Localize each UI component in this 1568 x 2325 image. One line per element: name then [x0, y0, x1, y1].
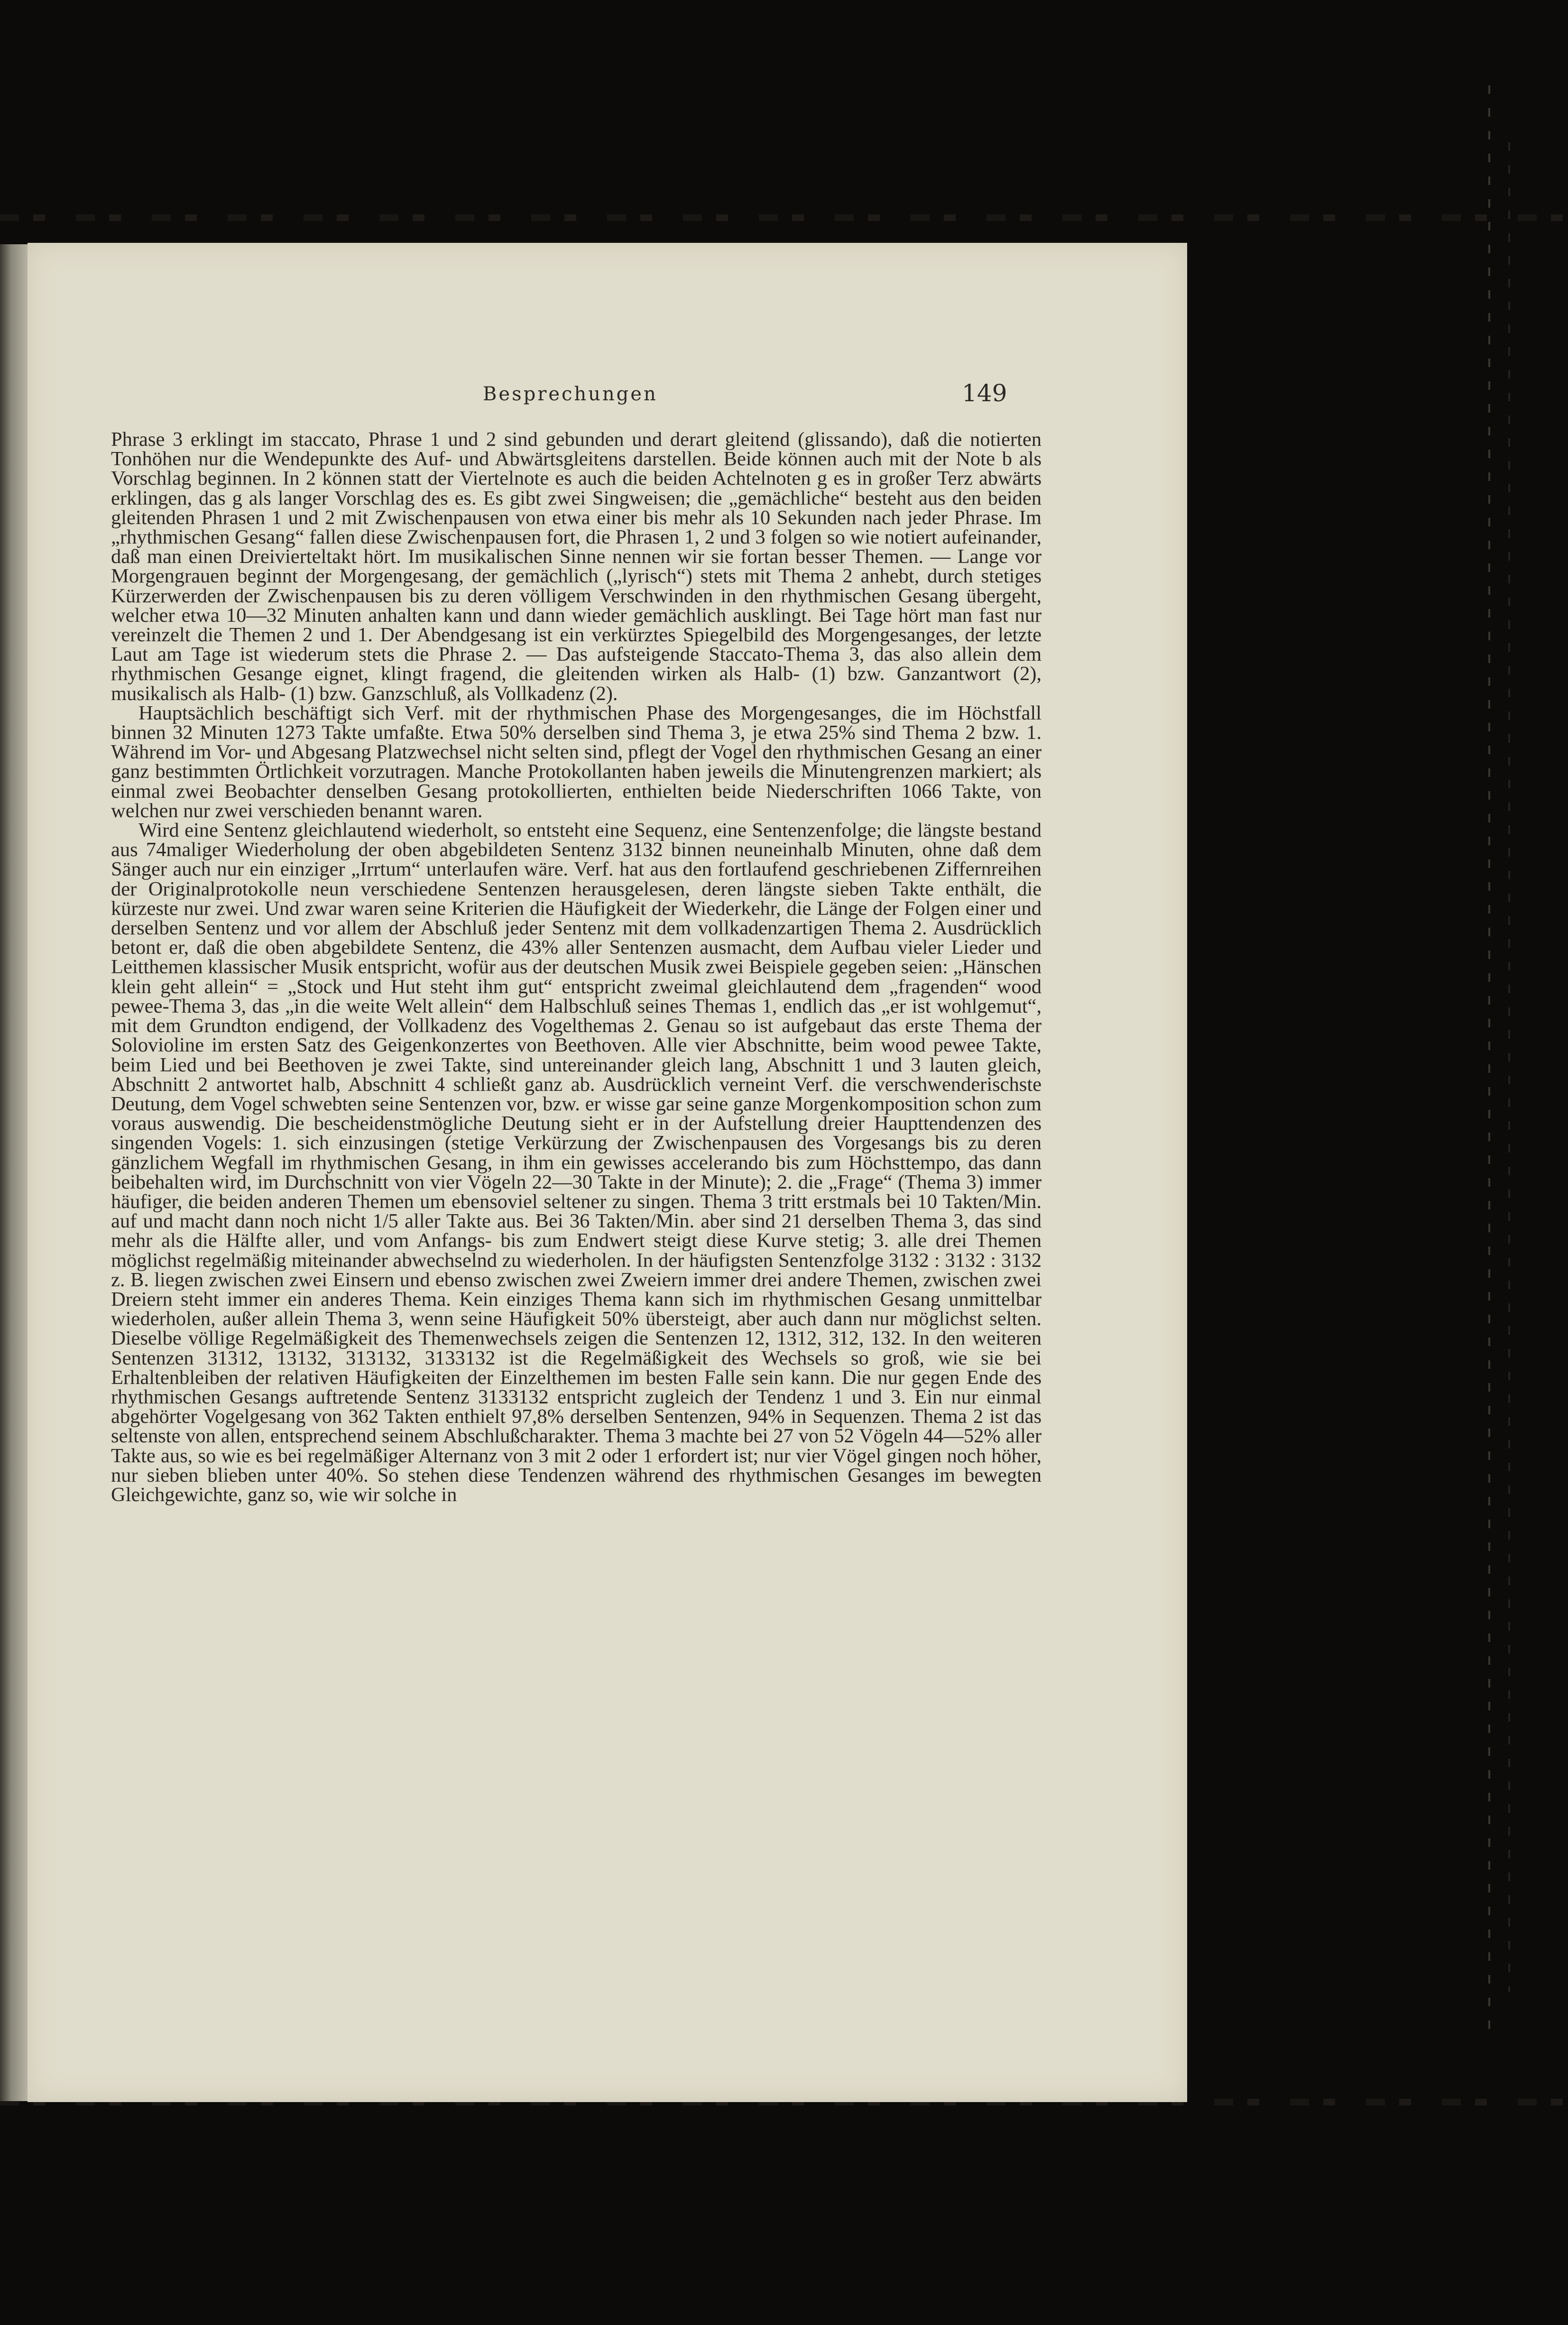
running-head: [28, 379, 1187, 412]
page-number: 149: [962, 379, 1007, 407]
scan-noise-top: [0, 214, 1568, 221]
scan-edge-line: [1508, 142, 1510, 1992]
paragraph: Phrase 3 erklingt im staccato, Phrase 1 und 2 sind gebunden und derart gleitend (glissando), daß die notierten Tonhöhen nur die Wendepunkte des Auf- und Abwärtsgleitens darstellen. Beide können auch mit der Note b als Vorschlag beginnen. In 2 können statt der Viertelnote es auch die beiden Achtelnoten g es in großer Terz abwärts erklingen, das g als langer Vorschlag des es. Es gibt zwei Singweisen; die „gemächliche“ besteht aus den beiden gleitenden Phrasen 1 und 2 mit Zwischenpausen von etwa einer bis mehr als 10 Sekunden nach jeder Phrase. Im „rhythmischen Gesang“ fallen diese Zwischenpausen fort, die Phrasen 1, 2 und 3 folgen so wie notiert aufeinander, daß man einen Dreivierteltakt hört. Im musikalischen Sinne nennen wir sie fortan besser Themen. — Lange vor Morgengrauen beginnt der Morgengesang, der gemächlich („lyrisch“) stets mit Thema 2 anhebt, durch stetiges Kürzerwerden der Zwischenpausen bis zu deren völligem Verschwinden in den rhythmischen Gesang übergeht, welcher etwa 10—32 Minuten anhalten kann und dann wieder gemächlich ausklingt. Bei Tage hört man fast nur vereinzelt die Themen 2 und 1. Der Abendgesang ist ein verkürztes Spiegelbild des Morgengesanges, der letzte Laut am Tage ist wiederum stets die Phrase 2. — Das aufsteigende Staccato-Thema 3, das also allein dem rhythmischen Gesange eignet, klingt fragend, die gleitenden wirken als Halb- (1) bzw. Ganzantwort (2), musikalisch als Halb- (1) bzw. Ganzschluß, als Vollkadenz (2).: [111, 428, 1042, 705]
paragraph: Wird eine Sentenz gleichlautend wiederholt, so entsteht eine Sequenz, eine Sentenzenfolge; die längste bestand aus 74maliger Wiederholung der oben abgebildeten Sentenz 3132 binnen neuneinhalb Minuten, ohne daß dem Sänger auch nur ein einziger „Irrtum“ unterlaufen wäre. Verf. hat aus den fortlaufend geschriebenen Ziffernreihen der Originalprotokolle neun verschiedene Sentenzen herausgelesen, deren längste sieben Takte enthält, die kürzeste nur zwei. Und zwar waren seine Kriterien die Häufigkeit der Wiederkehr, die Länge der Folgen einer und derselben Sentenz und vor allem der Abschluß jeder Sentenz mit dem vollkadenzartigen Thema 2. Ausdrücklich betont er, daß die oben abgebildete Sentenz, die 43% aller Sentenzen ausmacht, dem Aufbau vieler Lieder und Leitthemen klassischer Musik entspricht, wofür aus der deutschen Musik zwei Beispiele gegeben seien: „Hänschen klein geht allein“ = „Stock und Hut steht ihm gut“ entspricht zweimal gleichlautend dem „fragenden“ wood pewee-Thema 3, das „in die weite Welt allein“ dem Halbschluß seines Themas 1, endlich das „er ist wohlgemut“, mit dem Grundton endigend, der Vollkadenz des Vogelthemas 2. Genau so ist aufgebaut das erste Thema der Solovioline im ersten Satz des Geigenkonzertes von Beethoven. Alle vier Abschnitte, beim wood pewee Takte, beim Lied und bei Beethoven je zwei Takte, sind untereinander gleich lang, Abschnitt 1 und 3 lauten gleich, Abschnitt 2 antwortet halb, Abschnitt 4 schließt ganz ab. Ausdrücklich verneint Verf. die verschwenderischste Deutung, dem Vogel schwebten seine Sentenzen vor, bzw. er wisse gar seine ganze Morgenkomposition schon zum voraus auswendig. Die bescheidenstmögliche Deutung sieht er in der Aufstellung dreier Haupttendenzen des singenden Vogels: 1. sich einzusingen (stetige Verkürzung der Zwischenpausen des Vorgesangs bis zu deren gänzlichem Wegfall im rhythmischen Gesang, in ihm ein gewisses accelerando bis zum Höchsttempo, das dann beibehalten wird, im Durchschnitt von vier Vögeln 22—30 Takte in der Minute); 2. die „Frage“ (Thema 3) immer häufiger, die beiden anderen Themen um ebensoviel seltener zu singen. Thema 3 tritt erstmals bei 10 Takten/Min. auf und macht dann noch nicht 1/5 aller Takte aus. Bei 36 Takten/Min. aber sind 21 derselben Thema 3, das sind mehr als die Hälfte aller, und vom Anfangs- bis zum Endwert steigt diese Kurve stetig; 3. alle drei Themen möglichst regelmäßig miteinander abwechselnd zu wiederholen. In der häufigsten Sentenzfolge 3132 : 3132 : 3132 z. B. liegen zwischen zwei Einsern und ebenso zwischen zwei Zweiern immer drei andere Themen, zwischen zwei Dreiern steht immer ein anderes Thema. Kein einziges Thema kann sich im rhythmischen Gesang unmittelbar wiederholen, außer allein Thema 3, wenn seine Häufigkeit 50% übersteigt, aber auch dann nur möglichst selten. Dieselbe völlige Regelmäßigkeit des Themenwechsels zeigen die Sentenzen 12, 1312, 312, 132. In den weiteren Sentenzen 31312, 13132, 313132, 3133132 ist die Regelmäßigkeit des Wechsels so groß, wie sie bei Erhaltenbleiben der relativen Häufigkeiten der Einzelthemen im besten Falle sein kann. Die nur gegen Ende des rhythmischen Gesangs auftretende Sentenz 3133132 entspricht zugleich der Tendenz 1 und 3. Ein nur einmal abgehörter Vogelgesang von 362 Takten enthielt 97,8% derselben Sentenzen, 94% in Sequenzen. Thema 2 ist das seltenste von allen, entsprechend seinem Abschlußcharakter. Thema 3 machte bei 27 von 52 Vögeln 44—52% aller Takte aus, so wie es bei regelmäßiger Alternanz von 3 mit 2 oder 1 erfordert ist; nur vier Vögel gingen noch höher, nur sieben blieben unter 40%. So stehen diese Tendenzen während des rhythmischen Gesanges im bewegten Gleichgewichte, ganz so, wie wir solche in: [111, 819, 1042, 1506]
facing-page-edge: [0, 244, 28, 2101]
body-text: [111, 430, 1042, 1504]
running-title: Besprechungen: [483, 383, 658, 405]
paragraph: Hauptsächlich beschäftigt sich Verf. mit der rhythmischen Phase des Morgengesanges, die im Höchstfall binnen 32 Minuten 1273 Takte umfaßte. Etwa 50% derselben sind Thema 3, je etwa 25% sind Thema 2 bzw. 1. Während im Vor- und Abgesang Platzwechsel nicht selten sind, pflegt der Vogel den rhythmischen Gesang an einer ganz bestimmten Örtlichkeit vorzutragen. Manche Protokollanten haben jeweils die Minutengrenzen markiert; als einmal zwei Beobachter denselben Gesang protokollierten, enthielten beide Niederschriften 1066 Takte, von welchen nur zwei verschieden benannt waren.: [111, 701, 1042, 822]
scan-edge-line: [1488, 85, 1490, 2030]
page: [28, 243, 1187, 2102]
